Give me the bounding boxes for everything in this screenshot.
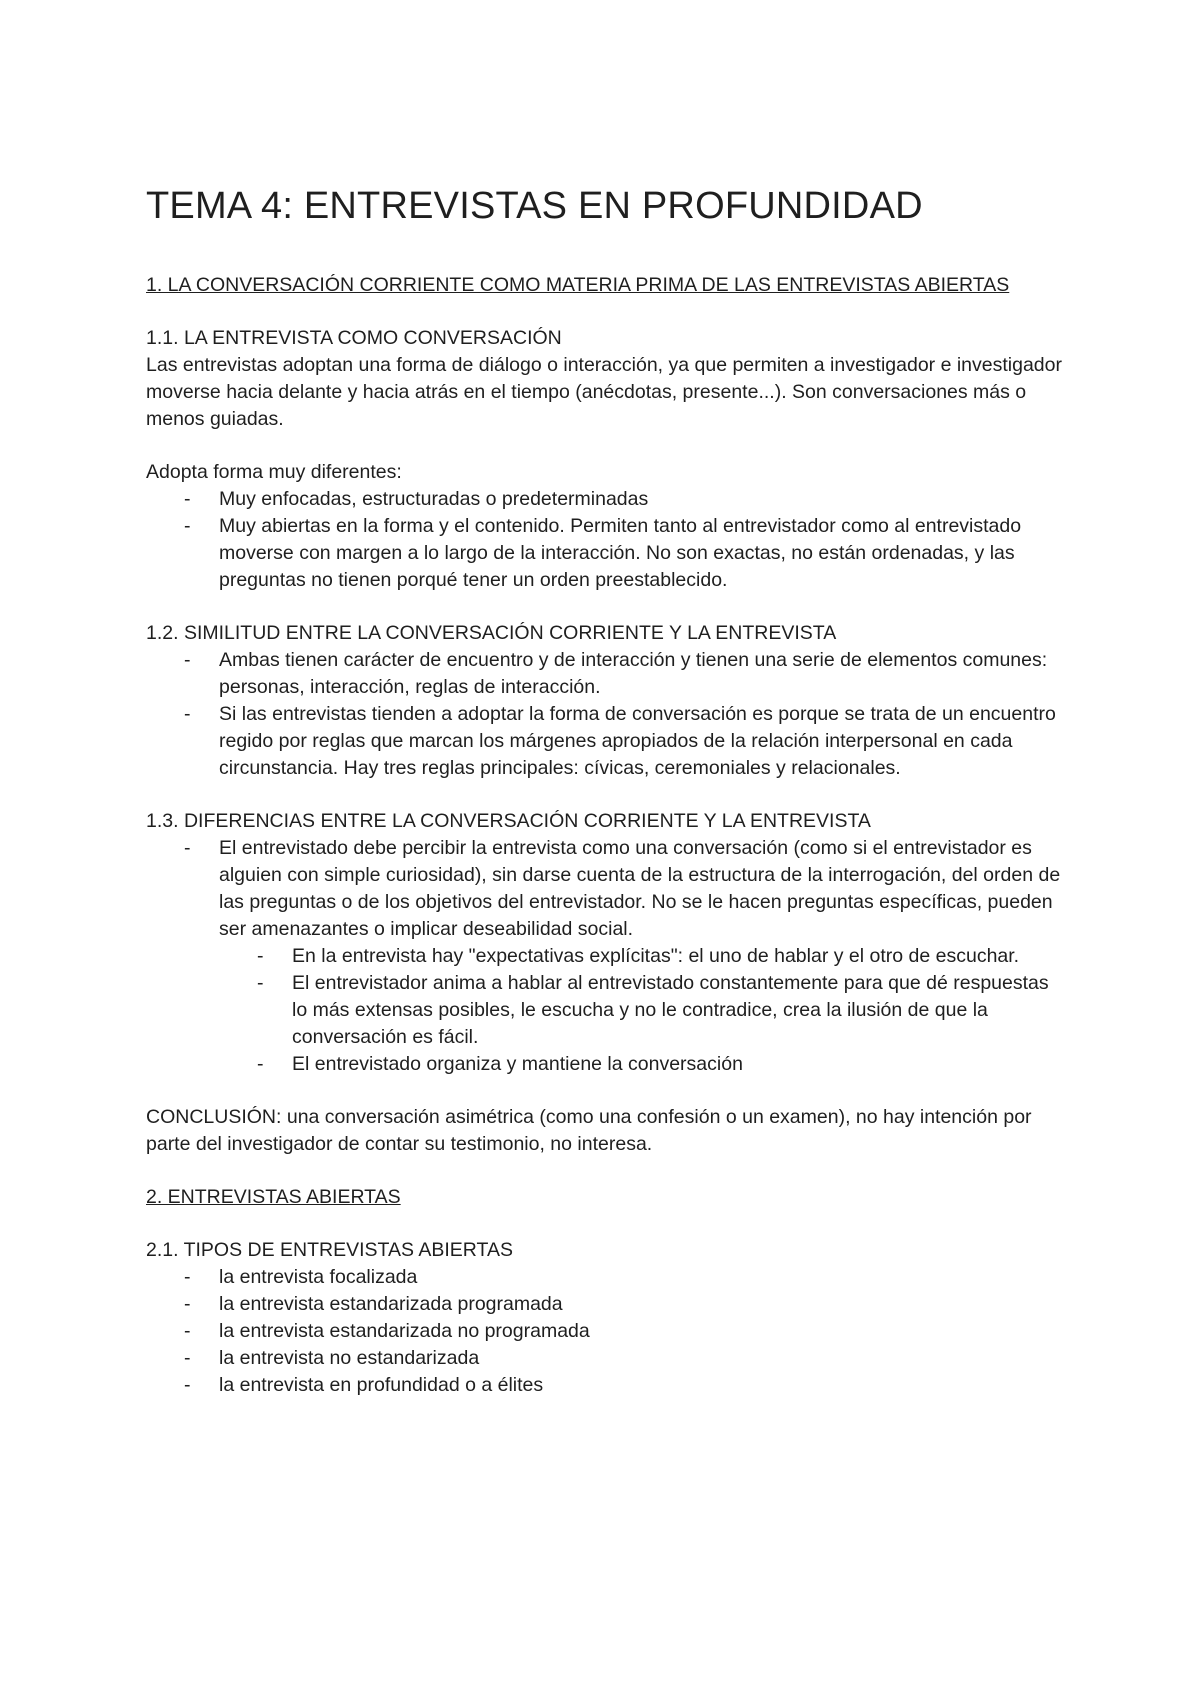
section-1-2-list	[146, 647, 1066, 782]
section-1-3-list	[146, 835, 1066, 943]
list-item: - Ambas tienen carácter de encuentro y de interacción y tienen una serie de elementos comunes: personas, interacción, reglas de interacción.	[146, 647, 1066, 701]
section-1-1-heading: 1.1. LA ENTREVISTA COMO CONVERSACIÓN	[146, 327, 562, 349]
document-page	[146, 183, 1066, 1399]
section-2-1-list	[146, 1264, 1066, 1399]
list-item: - Muy abiertas en la forma y el contenido. Permiten tanto al entrevistador como al entrevistado moverse con margen a lo largo de la interacción. No son exactas, no están ordenadas, y las preguntas no tienen porqué tener un orden preestablecido.	[146, 513, 1066, 594]
sublist-item: - El entrevistado organiza y mantiene la conversación	[146, 1051, 1066, 1078]
section-1-3-sublist	[146, 943, 1066, 1078]
list-item: - la entrevista no estandarizada	[146, 1345, 1066, 1372]
list-item: - El entrevistado debe percibir la entrevista como una conversación (como si el entrevistador es alguien con simple curiosidad), sin darse cuenta de la estructura de la interrogación, del orden de las preguntas o de los objetivos del entrevistador. No se le hacen preguntas específicas, pueden ser amenazantes o implicar deseabilidad social.	[146, 835, 1066, 943]
list-item: - Muy enfocadas, estructuradas o predeterminadas	[146, 486, 1066, 513]
section-1-heading: 1. LA CONVERSACIÓN CORRIENTE COMO MATERIA PRIMA DE LAS ENTREVISTAS ABIERTAS	[146, 274, 1010, 296]
section-1-1-intro: Adopta forma muy diferentes:	[146, 461, 402, 483]
section-1-3-heading: 1.3. DIFERENCIAS ENTRE LA CONVERSACIÓN CORRIENTE Y LA ENTREVISTA	[146, 810, 871, 832]
section-1-1-paragraph: Las entrevistas adoptan una forma de diálogo o interacción, ya que permiten a investigador e investigador moverse hacia delante y hacia atrás en el tiempo (anécdotas, presente...). Son conversaciones más o menos guiadas.	[146, 354, 1062, 430]
list-item: - la entrevista en profundidad o a élites	[146, 1372, 1066, 1399]
sublist-item: - En la entrevista hay "expectativas explícitas": el uno de hablar y el otro de escuchar.	[146, 943, 1066, 970]
section-1-2-heading: 1.2. SIMILITUD ENTRE LA CONVERSACIÓN CORRIENTE Y LA ENTREVISTA	[146, 622, 837, 644]
page-title: TEMA 4: ENTREVISTAS EN PROFUNDIDAD	[146, 185, 923, 227]
list-item: - Si las entrevistas tienden a adoptar la forma de conversación es porque se trata de un encuentro regido por reglas que marcan los márgenes apropiados de la relación interpersonal en cada circunstancia. Hay tres reglas principales: cívicas, ceremoniales y relacionales.	[146, 701, 1066, 782]
conclusion-paragraph: CONCLUSIÓN: una conversación asimétrica (como una confesión o un examen), no hay intención por parte del investigador de contar su testimonio, no interesa.	[146, 1106, 1032, 1155]
list-item: - la entrevista focalizada	[146, 1264, 1066, 1291]
section-1-1-list	[146, 486, 1066, 594]
list-item: - la entrevista estandarizada no programada	[146, 1318, 1066, 1345]
list-item: - la entrevista estandarizada programada	[146, 1291, 1066, 1318]
section-2-1-heading: 2.1. TIPOS DE ENTREVISTAS ABIERTAS	[146, 1239, 514, 1261]
section-2-heading: 2. ENTREVISTAS ABIERTAS	[146, 1186, 401, 1208]
sublist-item: - El entrevistador anima a hablar al entrevistado constantemente para que dé respuestas lo más extensas posibles, le escucha y no le contradice, crea la ilusión de que la conversación es fácil.	[146, 970, 1066, 1051]
